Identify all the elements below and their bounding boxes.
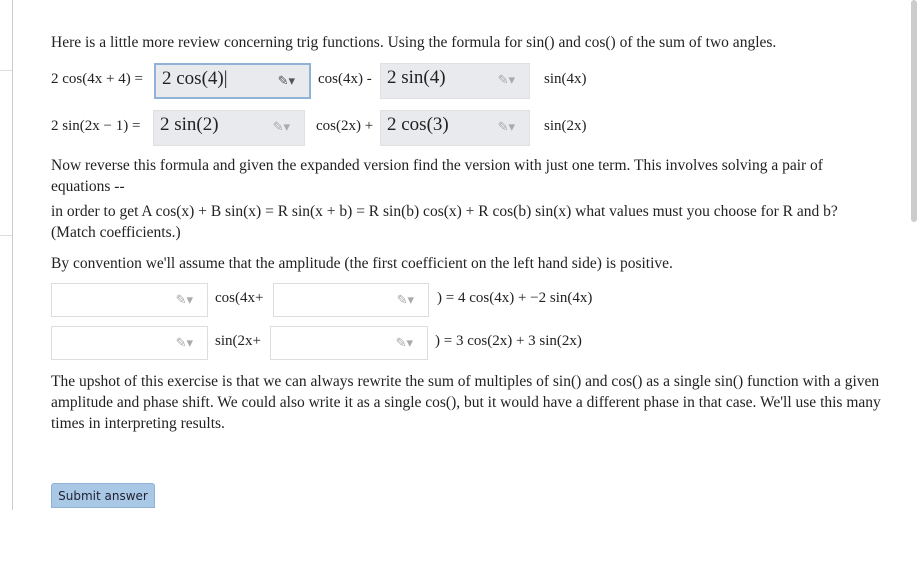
row1-input1-value: 2 cos(4) bbox=[162, 68, 224, 89]
pencil-icon[interactable]: ✎▾ bbox=[396, 292, 414, 307]
row4-mid: sin(2x+ bbox=[215, 333, 261, 349]
row1-lhs: 2 cos(4x + 4) = bbox=[51, 71, 143, 87]
row1-input2-value: 2 sin(4) bbox=[387, 67, 446, 88]
row2-input1[interactable] bbox=[153, 110, 305, 146]
amplitude-input-1[interactable] bbox=[51, 283, 208, 317]
convention-text: By convention we'll assume that the amplitude (the first coefficient on the left hand side) is positive. bbox=[51, 255, 673, 272]
content-border bbox=[12, 0, 13, 510]
pencil-icon[interactable]: ✎▾ bbox=[175, 292, 193, 307]
reverse-text-1: Now reverse this formula and given the expanded version find the version with just one term. This involves solving a pair of equations -- bbox=[51, 157, 823, 195]
row1-input1[interactable]: 2 cos(4)| ✎▾ bbox=[154, 63, 311, 99]
pencil-icon[interactable]: ✎▾ bbox=[497, 119, 515, 134]
row2-end: sin(2x) bbox=[544, 118, 587, 134]
reverse-text-2: in order to get A cos(x) + B sin(x) = R sin(x + b) = R sin(b) cos(x) + R cos(b) sin(x) what values must you choose for R and b? (Match coefficients.) bbox=[51, 203, 838, 241]
divider bbox=[0, 70, 12, 71]
row1-end: sin(4x) bbox=[544, 71, 587, 87]
pencil-icon[interactable]: ✎▾ bbox=[395, 335, 413, 350]
pencil-icon[interactable]: ✎▾ bbox=[277, 73, 295, 88]
row3-end: ) = 4 cos(4x) + −2 sin(4x) bbox=[437, 290, 593, 306]
pencil-icon[interactable]: ✎▾ bbox=[272, 119, 290, 134]
pencil-icon[interactable]: ✎▾ bbox=[497, 72, 515, 87]
scrollbar[interactable] bbox=[911, 0, 917, 222]
row3-mid: cos(4x+ bbox=[215, 290, 264, 306]
submit-answer-button[interactable]: Submit answer bbox=[51, 483, 155, 508]
divider bbox=[0, 235, 12, 236]
row1-input2[interactable] bbox=[380, 63, 530, 99]
row1-mid: cos(4x) - bbox=[318, 71, 372, 87]
intro-text: Here is a little more review concerning trig functions. Using the formula for sin() and cos() of the sum of two angles. bbox=[51, 34, 777, 51]
amplitude-input-2[interactable] bbox=[51, 326, 208, 360]
pencil-icon[interactable]: ✎▾ bbox=[175, 335, 193, 350]
row2-lhs: 2 sin(2x − 1) = bbox=[51, 118, 141, 134]
row2-input2-value: 2 cos(3) bbox=[387, 114, 449, 135]
row2-mid: cos(2x) + bbox=[316, 118, 374, 134]
row2-input2[interactable] bbox=[380, 110, 530, 146]
phase-input-1[interactable] bbox=[273, 283, 429, 317]
row2-input1-value: 2 sin(2) bbox=[160, 114, 219, 135]
phase-input-2[interactable] bbox=[270, 326, 428, 360]
row4-end: ) = 3 cos(2x) + 3 sin(2x) bbox=[435, 333, 582, 349]
upshot-text: The upshot of this exercise is that we can always rewrite the sum of multiples of sin() and cos() as a single sin() function with a given amplitude and phase shift. We could also write it as a single cos(), but it would have a different phase in that case. We'll use this many times in interpreting results. bbox=[51, 373, 881, 432]
